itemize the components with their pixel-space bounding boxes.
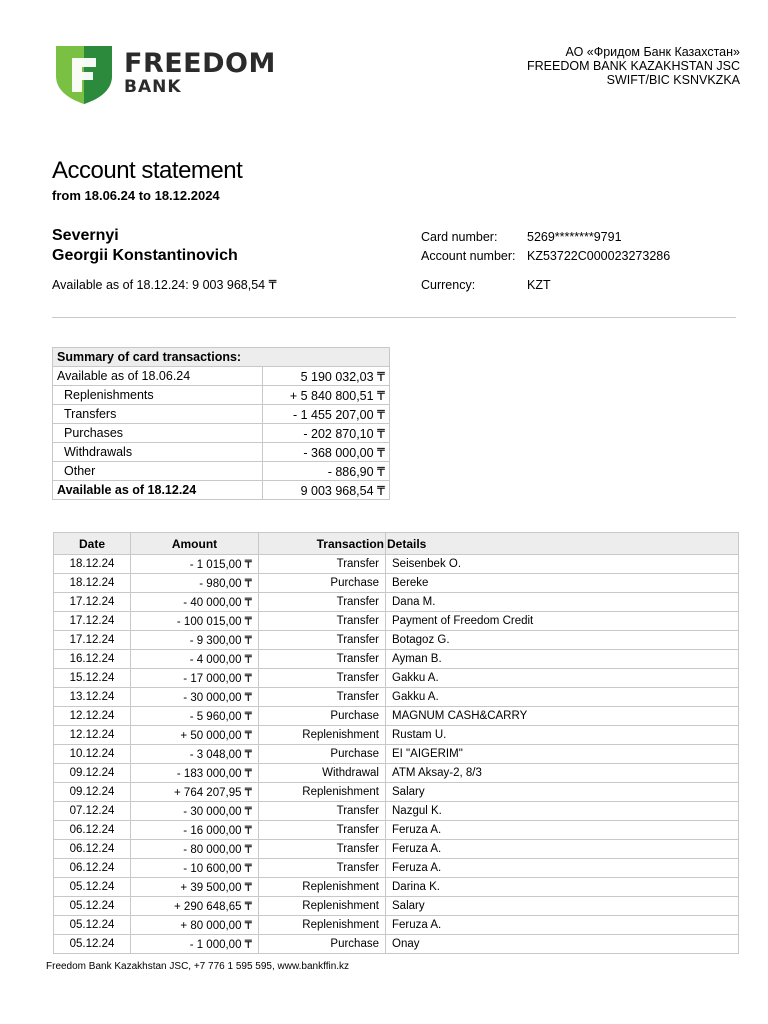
transaction-amount: - 9 300,00 ₸ [131, 631, 259, 650]
column-header-amount: Amount [131, 533, 259, 555]
table-row [54, 650, 739, 669]
table-row [54, 840, 739, 859]
summary-row [53, 462, 390, 481]
footer: Freedom Bank Kazakhstan JSC, +7 776 1 595 595, www.bankffin.kz [46, 961, 350, 972]
transaction-type: Transfer [259, 631, 386, 650]
summary-value: - 202 870,10 ₸ [263, 424, 390, 443]
summary-label: Available as of 18.12.24 [53, 481, 263, 500]
transaction-amount: - 17 000,00 ₸ [131, 669, 259, 688]
transaction-type: Purchase [259, 574, 386, 593]
transaction-type: Transfer [259, 859, 386, 878]
transaction-details: MAGNUM CASH&CARRY [386, 707, 739, 726]
transaction-type: Transfer [259, 669, 386, 688]
transaction-type: Replenishment [259, 783, 386, 802]
summary-label: Transfers [53, 405, 263, 424]
freedom-bank-logo-icon [56, 46, 112, 104]
transaction-date: 06.12.24 [54, 821, 131, 840]
summary-label: Available as of 18.06.24 [53, 367, 263, 386]
table-row [54, 574, 739, 593]
summary-value: + 5 840 800,51 ₸ [263, 386, 390, 405]
transaction-details: Feruza A. [386, 840, 739, 859]
summary-value: - 886,90 ₸ [263, 462, 390, 481]
statement-period: from 18.06.24 to 18.12.2024 [52, 188, 220, 203]
transaction-amount: + 290 648,65 ₸ [131, 897, 259, 916]
transaction-details: Dana M. [386, 593, 739, 612]
transaction-date: 10.12.24 [54, 745, 131, 764]
client-last-name: Severnyi [52, 227, 119, 244]
table-row [54, 726, 739, 745]
transaction-date: 05.12.24 [54, 916, 131, 935]
transaction-details: Nazgul K. [386, 802, 739, 821]
summary-table [52, 347, 390, 500]
table-row [54, 631, 739, 650]
transaction-details: Onay [386, 935, 739, 954]
bank-name-ru: АО «Фридом Банк Казахстан» [565, 45, 740, 59]
transaction-date: 05.12.24 [54, 897, 131, 916]
transaction-amount: - 30 000,00 ₸ [131, 688, 259, 707]
currency-value: KZT [527, 278, 551, 292]
table-row [54, 555, 739, 574]
transaction-date: 07.12.24 [54, 802, 131, 821]
table-row [54, 688, 739, 707]
summary-value: 9 003 968,54 ₸ [263, 481, 390, 500]
transaction-date: 16.12.24 [54, 650, 131, 669]
transaction-type: Transfer [259, 688, 386, 707]
summary-value: - 368 000,00 ₸ [263, 443, 390, 462]
transaction-type: Purchase [259, 935, 386, 954]
transaction-type: Transfer [259, 650, 386, 669]
client-first-names: Georgii Konstantinovich [52, 247, 238, 264]
logo-wordmark-freedom: FREEDOM [124, 48, 276, 79]
transaction-details: Rustam U. [386, 726, 739, 745]
transaction-details: Feruza A. [386, 859, 739, 878]
summary-value: 5 190 032,03 ₸ [263, 367, 390, 386]
transaction-date: 18.12.24 [54, 555, 131, 574]
transaction-details: Ayman B. [386, 650, 739, 669]
transaction-date: 09.12.24 [54, 764, 131, 783]
transaction-amount: - 5 960,00 ₸ [131, 707, 259, 726]
summary-value: - 1 455 207,00 ₸ [263, 405, 390, 424]
table-row [54, 916, 739, 935]
transaction-amount: - 1 015,00 ₸ [131, 555, 259, 574]
transaction-type: Purchase [259, 745, 386, 764]
transaction-amount: - 980,00 ₸ [131, 574, 259, 593]
available-balance: Available as of 18.12.24: 9 003 968,54 ₸ [52, 278, 277, 292]
bank-name-en: FREEDOM BANK KAZAKHSTAN JSC [527, 59, 740, 73]
summary-label: Other [53, 462, 263, 481]
transaction-date: 05.12.24 [54, 878, 131, 897]
summary-row [53, 424, 390, 443]
transaction-details: Gakku A. [386, 688, 739, 707]
transaction-date: 12.12.24 [54, 707, 131, 726]
summary-header-row [53, 348, 390, 367]
transaction-details: Gakku A. [386, 669, 739, 688]
table-row [54, 821, 739, 840]
divider [52, 317, 736, 318]
transaction-type: Replenishment [259, 878, 386, 897]
account-number-label: Account number: [421, 249, 516, 263]
card-number-value: 5269********9791 [527, 230, 622, 244]
account-number-value: KZ53722C000023273286 [527, 249, 671, 263]
transaction-amount: - 16 000,00 ₸ [131, 821, 259, 840]
table-row [54, 612, 739, 631]
transaction-details: Botagoz G. [386, 631, 739, 650]
column-header-details: Details [386, 533, 739, 555]
transaction-type: Replenishment [259, 897, 386, 916]
transaction-date: 18.12.24 [54, 574, 131, 593]
transaction-date: 13.12.24 [54, 688, 131, 707]
currency-label: Currency: [421, 278, 476, 292]
transaction-type: Replenishment [259, 726, 386, 745]
transaction-details: Seisenbek O. [386, 555, 739, 574]
transaction-details: Salary [386, 897, 739, 916]
summary-label: Withdrawals [53, 443, 263, 462]
transaction-amount: - 183 000,00 ₸ [131, 764, 259, 783]
transaction-type: Transfer [259, 821, 386, 840]
transaction-details: Darina K. [386, 878, 739, 897]
table-row [54, 593, 739, 612]
transaction-amount: - 100 015,00 ₸ [131, 612, 259, 631]
table-row [54, 859, 739, 878]
table-row [54, 802, 739, 821]
transaction-date: 17.12.24 [54, 631, 131, 650]
transaction-details: ATM Aksay-2, 8/3 [386, 764, 739, 783]
transaction-amount: + 764 207,95 ₸ [131, 783, 259, 802]
transaction-type: Withdrawal [259, 764, 386, 783]
transaction-details: Payment of Freedom Credit [386, 612, 739, 631]
transaction-amount: + 39 500,00 ₸ [131, 878, 259, 897]
transaction-amount: - 3 048,00 ₸ [131, 745, 259, 764]
table-row [54, 764, 739, 783]
transaction-details: Salary [386, 783, 739, 802]
table-row [54, 669, 739, 688]
table-row [54, 745, 739, 764]
bank-swift: SWIFT/BIC KSNVKZKA [606, 73, 740, 87]
transaction-amount: - 30 000,00 ₸ [131, 802, 259, 821]
page-title: Account statement [52, 157, 243, 184]
summary-row [53, 443, 390, 462]
table-row [54, 897, 739, 916]
logo-wordmark [124, 50, 276, 96]
transaction-details: Feruza A. [386, 821, 739, 840]
transaction-date: 17.12.24 [54, 593, 131, 612]
table-row [54, 783, 739, 802]
transaction-type: Purchase [259, 707, 386, 726]
transaction-type: Transfer [259, 612, 386, 631]
bank-info [527, 45, 740, 87]
transaction-date: 12.12.24 [54, 726, 131, 745]
transaction-amount: + 80 000,00 ₸ [131, 916, 259, 935]
transaction-type: Replenishment [259, 916, 386, 935]
summary-row [53, 367, 390, 386]
transaction-amount: - 4 000,00 ₸ [131, 650, 259, 669]
summary-label: Purchases [53, 424, 263, 443]
column-header-date: Date [54, 533, 131, 555]
summary-row [53, 386, 390, 405]
card-number-label: Card number: [421, 230, 498, 244]
transaction-type: Transfer [259, 840, 386, 859]
transaction-type: Transfer [259, 555, 386, 574]
table-row [54, 878, 739, 897]
transactions-body [54, 555, 739, 954]
transaction-date: 17.12.24 [54, 612, 131, 631]
table-row [54, 707, 739, 726]
column-header-transaction: Transaction [259, 533, 386, 555]
table-row [54, 935, 739, 954]
transaction-details: Bereke [386, 574, 739, 593]
logo-wordmark-bank: BANK [124, 77, 182, 97]
transaction-date: 06.12.24 [54, 859, 131, 878]
transaction-details: EI "AIGERIM" [386, 745, 739, 764]
summary-row [53, 405, 390, 424]
summary-label: Replenishments [53, 386, 263, 405]
transaction-type: Transfer [259, 802, 386, 821]
transaction-amount: - 40 000,00 ₸ [131, 593, 259, 612]
transaction-details: Feruza A. [386, 916, 739, 935]
transaction-amount: + 50 000,00 ₸ [131, 726, 259, 745]
transaction-date: 05.12.24 [54, 935, 131, 954]
transaction-date: 15.12.24 [54, 669, 131, 688]
transaction-amount: - 1 000,00 ₸ [131, 935, 259, 954]
summary-header: Summary of card transactions: [53, 348, 390, 367]
transaction-date: 06.12.24 [54, 840, 131, 859]
transaction-amount: - 10 600,00 ₸ [131, 859, 259, 878]
transaction-date: 09.12.24 [54, 783, 131, 802]
transactions-table [53, 532, 739, 954]
transactions-header-row [54, 533, 739, 555]
client-name [52, 226, 238, 266]
transaction-amount: - 80 000,00 ₸ [131, 840, 259, 859]
transaction-type: Transfer [259, 593, 386, 612]
summary-total-row [53, 481, 390, 500]
